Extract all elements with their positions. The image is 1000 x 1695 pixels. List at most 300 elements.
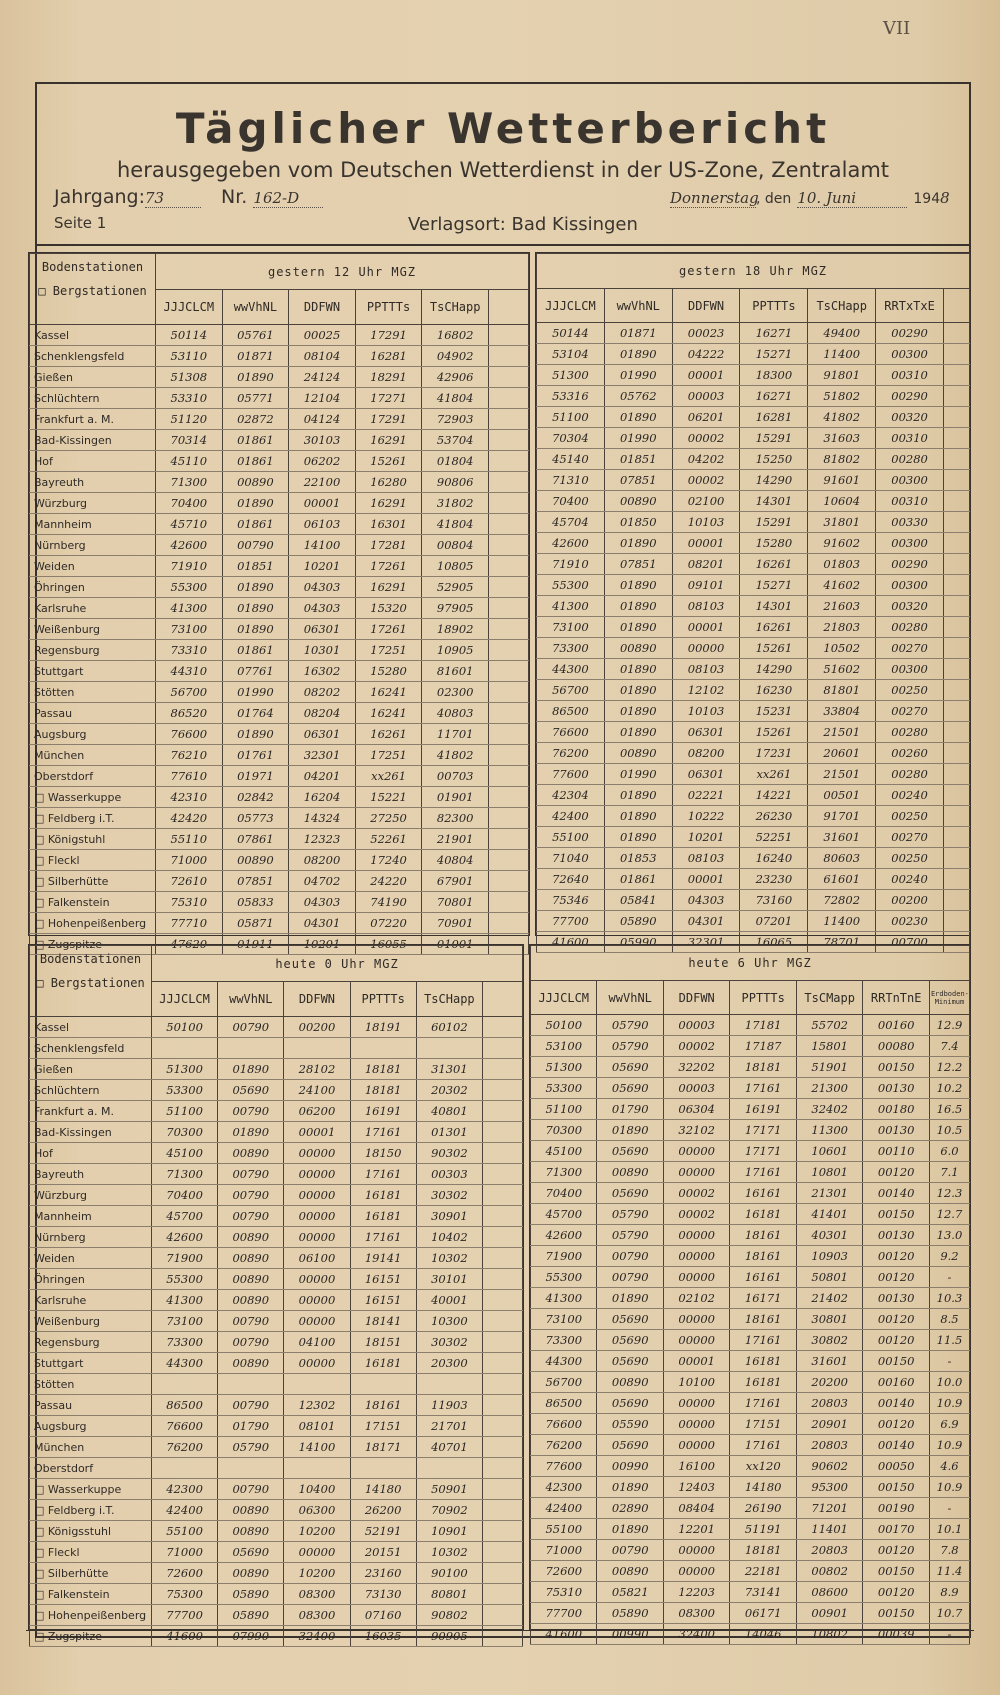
mountain-label: □ Bergstationen <box>38 284 147 298</box>
table-row <box>30 1458 523 1479</box>
blank-cell <box>944 785 970 806</box>
data-cell: 00000 <box>284 1311 350 1332</box>
column-header: TsCHapp <box>416 982 482 1017</box>
data-cell: 17161 <box>730 1078 796 1099</box>
data-cell <box>350 1374 416 1395</box>
data-cell: 00790 <box>218 1479 284 1500</box>
column-header: wwVhNL <box>604 289 672 323</box>
data-cell: 18300 <box>740 365 808 386</box>
table-heute-6 <box>530 945 970 1645</box>
data-cell: 77600 <box>537 764 605 785</box>
station-name: Bad-Kissingen <box>30 430 156 451</box>
data-cell: 91701 <box>808 806 876 827</box>
data-cell: 77700 <box>531 1603 597 1624</box>
data-cell: 52191 <box>350 1521 416 1542</box>
data-cell: 04301 <box>289 913 356 934</box>
data-cell: 00260 <box>876 743 944 764</box>
data-cell: 16065 <box>740 932 808 953</box>
data-cell: 10.9 <box>929 1435 969 1456</box>
data-cell: 01890 <box>222 493 289 514</box>
blank-cell <box>483 1479 523 1500</box>
data-cell: 71300 <box>531 1162 597 1183</box>
table-row <box>30 514 529 535</box>
column-header: wwVhNL <box>222 290 289 325</box>
table-row <box>30 1584 523 1605</box>
data-cell: 01851 <box>604 449 672 470</box>
table-row <box>30 1227 523 1248</box>
data-cell <box>152 1458 218 1479</box>
data-cell: 01890 <box>604 701 672 722</box>
data-cell: 00130 <box>863 1225 930 1246</box>
margin-mark: VII <box>883 18 911 39</box>
blank-cell <box>488 493 528 514</box>
table-gestern-18 <box>536 253 970 953</box>
data-cell: 90802 <box>416 1605 482 1626</box>
data-cell: - <box>929 1498 969 1519</box>
station-name: Würzburg <box>30 1185 152 1206</box>
data-cell: 05690 <box>597 1183 663 1204</box>
data-cell: 17161 <box>350 1227 416 1248</box>
table-row <box>537 617 970 638</box>
data-cell: 20901 <box>796 1414 862 1435</box>
data-cell: 00080 <box>863 1036 930 1057</box>
data-cell: 00120 <box>863 1246 930 1267</box>
column-header: JJJCLCM <box>156 290 223 325</box>
blank-cell <box>483 1500 523 1521</box>
data-cell: 01871 <box>222 346 289 367</box>
data-cell: 00000 <box>284 1269 350 1290</box>
blank-cell <box>488 388 528 409</box>
data-cell: 86500 <box>152 1395 218 1416</box>
data-cell: 05690 <box>597 1435 663 1456</box>
table-row <box>537 428 970 449</box>
data-cell: 00790 <box>218 1332 284 1353</box>
data-cell: 06201 <box>672 407 740 428</box>
blank-cell <box>483 1290 523 1311</box>
table-row <box>537 743 970 764</box>
data-cell: 70400 <box>531 1183 597 1204</box>
data-cell: 00120 <box>863 1162 930 1183</box>
data-cell: 05790 <box>218 1437 284 1458</box>
data-cell: 00790 <box>597 1267 663 1288</box>
data-cell: 00150 <box>863 1603 930 1624</box>
data-cell: 31601 <box>796 1351 862 1372</box>
data-cell: 73130 <box>350 1584 416 1605</box>
data-cell: 10103 <box>672 512 740 533</box>
data-cell: 00001 <box>672 617 740 638</box>
data-cell: 10201 <box>289 934 356 955</box>
data-cell: 00000 <box>284 1143 350 1164</box>
data-cell: 20300 <box>416 1353 482 1374</box>
data-cell: 10302 <box>416 1248 482 1269</box>
data-cell: 16241 <box>355 682 422 703</box>
table-row <box>531 1078 970 1099</box>
data-cell: 00003 <box>663 1078 729 1099</box>
data-cell: 00280 <box>876 764 944 785</box>
data-cell: 00140 <box>863 1435 930 1456</box>
table-row <box>30 535 529 556</box>
data-cell <box>152 1374 218 1395</box>
data-cell: 00130 <box>863 1288 930 1309</box>
data-cell: 70902 <box>416 1500 482 1521</box>
data-cell <box>416 1374 482 1395</box>
data-cell: 01890 <box>604 344 672 365</box>
data-cell: 06304 <box>663 1099 729 1120</box>
data-cell: 41300 <box>537 596 605 617</box>
data-cell <box>218 1374 284 1395</box>
table-row <box>30 829 529 850</box>
data-cell: 07160 <box>350 1605 416 1626</box>
data-cell: 70901 <box>422 913 489 934</box>
data-cell: 73100 <box>531 1309 597 1330</box>
panel-title: gestern 18 Uhr MGZ <box>537 254 970 289</box>
data-cell: 50144 <box>537 323 605 344</box>
data-cell: 17251 <box>355 640 422 661</box>
data-cell: 42304 <box>537 785 605 806</box>
data-cell: 15280 <box>355 661 422 682</box>
mountain-label: □ Bergstationen <box>36 976 145 990</box>
data-cell: 04202 <box>672 449 740 470</box>
data-cell: 05841 <box>604 890 672 911</box>
data-cell: 42600 <box>156 535 223 556</box>
data-cell: 42420 <box>156 808 223 829</box>
data-cell: 42400 <box>531 1498 597 1519</box>
data-cell: 00700 <box>876 932 944 953</box>
data-cell: 01890 <box>597 1519 663 1540</box>
data-cell: xx261 <box>355 766 422 787</box>
blank-cell <box>483 1269 523 1290</box>
data-cell: 00039 <box>863 1624 930 1645</box>
table-row <box>531 1414 970 1435</box>
station-name: Hof <box>30 1143 152 1164</box>
data-cell: 07201 <box>740 911 808 932</box>
data-cell: 16271 <box>740 323 808 344</box>
data-cell: 12302 <box>284 1395 350 1416</box>
data-cell: 16191 <box>350 1101 416 1122</box>
data-cell: 17151 <box>730 1414 796 1435</box>
table-row <box>537 491 970 512</box>
panel-title: gestern 12 Uhr MGZ <box>156 254 529 290</box>
data-cell: 17281 <box>355 535 422 556</box>
blank-cell <box>483 1311 523 1332</box>
table-row <box>30 1332 523 1353</box>
station-name: Kassel <box>30 1017 152 1038</box>
data-cell: 21301 <box>796 1183 862 1204</box>
data-cell: 00790 <box>218 1311 284 1332</box>
data-cell <box>284 1038 350 1059</box>
year-suffix: 8 <box>940 189 950 207</box>
data-cell: 26200 <box>350 1500 416 1521</box>
data-cell: 00000 <box>663 1393 729 1414</box>
data-cell: 21701 <box>416 1416 482 1437</box>
table-row <box>537 659 970 680</box>
data-cell: 01790 <box>597 1099 663 1120</box>
data-cell: 00230 <box>876 911 944 932</box>
blank-cell <box>944 491 970 512</box>
data-cell: 53300 <box>531 1078 597 1099</box>
data-cell: 70314 <box>156 430 223 451</box>
table-row <box>537 596 970 617</box>
data-cell: 05790 <box>597 1036 663 1057</box>
data-cell <box>416 1458 482 1479</box>
data-cell: 55100 <box>531 1519 597 1540</box>
table-row <box>30 577 529 598</box>
data-cell: 10.5 <box>929 1120 969 1141</box>
column-header: PPTTTs <box>350 982 416 1017</box>
data-cell: 33804 <box>808 701 876 722</box>
data-cell: 01890 <box>222 367 289 388</box>
blank-cell <box>944 848 970 869</box>
blank-cell <box>483 1458 523 1479</box>
data-cell: 41602 <box>808 575 876 596</box>
data-cell: 71201 <box>796 1498 862 1519</box>
data-cell: 51100 <box>531 1099 597 1120</box>
column-header: JJJCLCM <box>537 289 605 323</box>
data-cell: 08103 <box>672 596 740 617</box>
data-cell: 00890 <box>218 1353 284 1374</box>
blank-cell <box>483 1437 523 1458</box>
data-cell: 00110 <box>863 1141 930 1162</box>
data-cell: 01890 <box>604 617 672 638</box>
table-row <box>537 449 970 470</box>
data-cell: xx261 <box>740 764 808 785</box>
data-cell: 00140 <box>863 1393 930 1414</box>
table-heute-0 <box>29 945 523 1647</box>
data-cell: 05773 <box>222 808 289 829</box>
data-cell: 41804 <box>422 514 489 535</box>
data-cell: 16181 <box>350 1353 416 1374</box>
blank-cell <box>488 346 528 367</box>
column-header: wwVhNL <box>218 982 284 1017</box>
data-cell: 81601 <box>422 661 489 682</box>
data-cell: 18171 <box>350 1437 416 1458</box>
table-row <box>30 388 529 409</box>
table-row <box>531 1246 970 1267</box>
data-cell: 16291 <box>355 577 422 598</box>
data-cell: 00002 <box>663 1183 729 1204</box>
data-cell: 42300 <box>531 1477 597 1498</box>
data-cell: 51901 <box>796 1057 862 1078</box>
data-cell: 00001 <box>672 533 740 554</box>
data-cell: 00150 <box>863 1351 930 1372</box>
table-row <box>30 808 529 829</box>
data-cell: 73300 <box>531 1330 597 1351</box>
data-cell: 30101 <box>416 1269 482 1290</box>
data-cell: 01890 <box>604 722 672 743</box>
data-cell: 08202 <box>289 682 356 703</box>
data-cell: 30302 <box>416 1332 482 1353</box>
data-cell: 45110 <box>156 451 223 472</box>
data-cell: 42600 <box>152 1227 218 1248</box>
data-cell: 16291 <box>355 430 422 451</box>
data-cell: 04124 <box>289 409 356 430</box>
data-cell: 00025 <box>289 325 356 346</box>
data-cell: 12.3 <box>929 1183 969 1204</box>
blank-cell <box>483 1227 523 1248</box>
data-cell: 28102 <box>284 1059 350 1080</box>
blank-cell <box>483 1374 523 1395</box>
blank-cell <box>483 1395 523 1416</box>
data-cell: 01890 <box>604 407 672 428</box>
data-cell: 00001 <box>663 1351 729 1372</box>
report-title: Täglicher Wetterbericht <box>175 104 831 153</box>
table-row <box>30 766 529 787</box>
data-cell: 02842 <box>222 787 289 808</box>
blank-cell <box>944 365 970 386</box>
panel-heute-6 <box>529 944 971 1641</box>
data-cell: 55702 <box>796 1015 862 1036</box>
data-cell: 00120 <box>863 1582 930 1603</box>
data-cell: 00310 <box>876 365 944 386</box>
data-cell: 00300 <box>876 575 944 596</box>
data-cell: 53310 <box>156 388 223 409</box>
table-row <box>30 1437 523 1458</box>
blank-cell <box>488 724 528 745</box>
station-name: Karlsruhe <box>30 598 156 619</box>
data-cell: 01890 <box>604 680 672 701</box>
table-row <box>30 913 529 934</box>
data-cell: 00990 <box>597 1624 663 1645</box>
table-row <box>531 1309 970 1330</box>
data-cell: 07861 <box>222 829 289 850</box>
data-cell: 75310 <box>531 1582 597 1603</box>
data-cell: 00140 <box>863 1183 930 1204</box>
station-name: Kassel <box>30 325 156 346</box>
data-cell: 04902 <box>422 346 489 367</box>
data-cell: 50100 <box>531 1015 597 1036</box>
data-cell: 51300 <box>531 1057 597 1078</box>
data-cell: 00890 <box>597 1162 663 1183</box>
data-cell: 12403 <box>663 1477 729 1498</box>
stations-label: Bodenstationen <box>39 952 142 966</box>
data-cell: 53110 <box>156 346 223 367</box>
data-cell: 77610 <box>156 766 223 787</box>
station-name: Stuttgart <box>30 1353 152 1374</box>
blank-cell <box>488 577 528 598</box>
table-row <box>537 470 970 491</box>
data-cell: 53704 <box>422 430 489 451</box>
data-cell: 15250 <box>740 449 808 470</box>
data-cell: 31801 <box>808 512 876 533</box>
data-cell: 16171 <box>730 1288 796 1309</box>
data-cell: 05762 <box>604 386 672 407</box>
station-name: Frankfurt a. M. <box>30 1101 152 1122</box>
data-cell: 40001 <box>416 1290 482 1311</box>
data-cell: 18181 <box>730 1057 796 1078</box>
table-row <box>537 554 970 575</box>
table-row <box>537 869 970 890</box>
data-cell: 00002 <box>663 1036 729 1057</box>
data-cell: 44300 <box>537 659 605 680</box>
data-cell: 16181 <box>350 1185 416 1206</box>
blank-cell <box>488 892 528 913</box>
station-name: Bayreuth <box>30 1164 152 1185</box>
data-cell: 14180 <box>730 1477 796 1498</box>
data-cell: 01890 <box>604 827 672 848</box>
table-row <box>30 1500 523 1521</box>
data-cell: 00890 <box>604 638 672 659</box>
data-cell: 00000 <box>663 1246 729 1267</box>
data-cell: 00320 <box>876 407 944 428</box>
data-cell: 04702 <box>289 871 356 892</box>
data-cell: 00150 <box>863 1057 930 1078</box>
data-cell: 15231 <box>740 701 808 722</box>
data-cell: 00320 <box>876 596 944 617</box>
station-name: □ Hohenpeißenberg <box>30 913 156 934</box>
data-cell: 11903 <box>416 1395 482 1416</box>
data-cell: 00001 <box>289 493 356 514</box>
data-cell: 00002 <box>672 470 740 491</box>
panel-title: heute 0 Uhr MGZ <box>152 946 523 982</box>
data-cell: 61601 <box>808 869 876 890</box>
blank-cell <box>944 617 970 638</box>
data-cell: 16.5 <box>929 1099 969 1120</box>
data-cell: 00790 <box>597 1540 663 1561</box>
data-cell: 17291 <box>355 409 422 430</box>
data-cell: 05890 <box>597 1603 663 1624</box>
data-cell: 82300 <box>422 808 489 829</box>
data-cell: 05890 <box>604 911 672 932</box>
blank-cell <box>483 1248 523 1269</box>
data-cell: 15320 <box>355 598 422 619</box>
table-row <box>30 1080 523 1101</box>
table-row <box>537 386 970 407</box>
table-row <box>30 1290 523 1311</box>
data-cell: 01890 <box>222 577 289 598</box>
data-cell: 05890 <box>218 1605 284 1626</box>
data-cell: 80603 <box>808 848 876 869</box>
data-cell: 47620 <box>156 934 223 955</box>
bottom-rule <box>26 1630 974 1631</box>
data-cell: 73160 <box>740 890 808 911</box>
data-cell: 08103 <box>672 659 740 680</box>
weekday-value: Donnerstag <box>670 189 759 207</box>
table-row <box>30 619 529 640</box>
data-cell: 77710 <box>156 913 223 934</box>
data-cell: 32402 <box>796 1099 862 1120</box>
data-cell: 00120 <box>863 1414 930 1435</box>
table-row <box>537 512 970 533</box>
data-cell: 14100 <box>284 1437 350 1458</box>
table-row <box>537 806 970 827</box>
data-cell: 90302 <box>416 1143 482 1164</box>
data-cell: 05790 <box>597 1015 663 1036</box>
data-cell: 18161 <box>730 1309 796 1330</box>
data-cell: 32301 <box>672 932 740 953</box>
data-cell: 70400 <box>152 1185 218 1206</box>
table-row <box>30 1353 523 1374</box>
data-cell: 00890 <box>218 1248 284 1269</box>
data-cell: 76200 <box>537 743 605 764</box>
data-cell: 71900 <box>531 1246 597 1267</box>
data-cell: 09101 <box>672 575 740 596</box>
station-name: □ Feldberg i.T. <box>30 808 156 829</box>
table-row <box>30 1164 523 1185</box>
table-row <box>30 1395 523 1416</box>
report-header <box>36 86 970 241</box>
data-cell: 41600 <box>531 1624 597 1645</box>
data-cell: 06103 <box>289 514 356 535</box>
data-cell: 16204 <box>289 787 356 808</box>
data-cell: 77600 <box>531 1456 597 1477</box>
data-cell: xx120 <box>730 1456 796 1477</box>
blank-cell <box>944 743 970 764</box>
data-cell: 70300 <box>531 1120 597 1141</box>
data-cell: 04303 <box>289 892 356 913</box>
blank-cell <box>944 554 970 575</box>
data-cell: 21501 <box>808 722 876 743</box>
blank-cell <box>488 745 528 766</box>
